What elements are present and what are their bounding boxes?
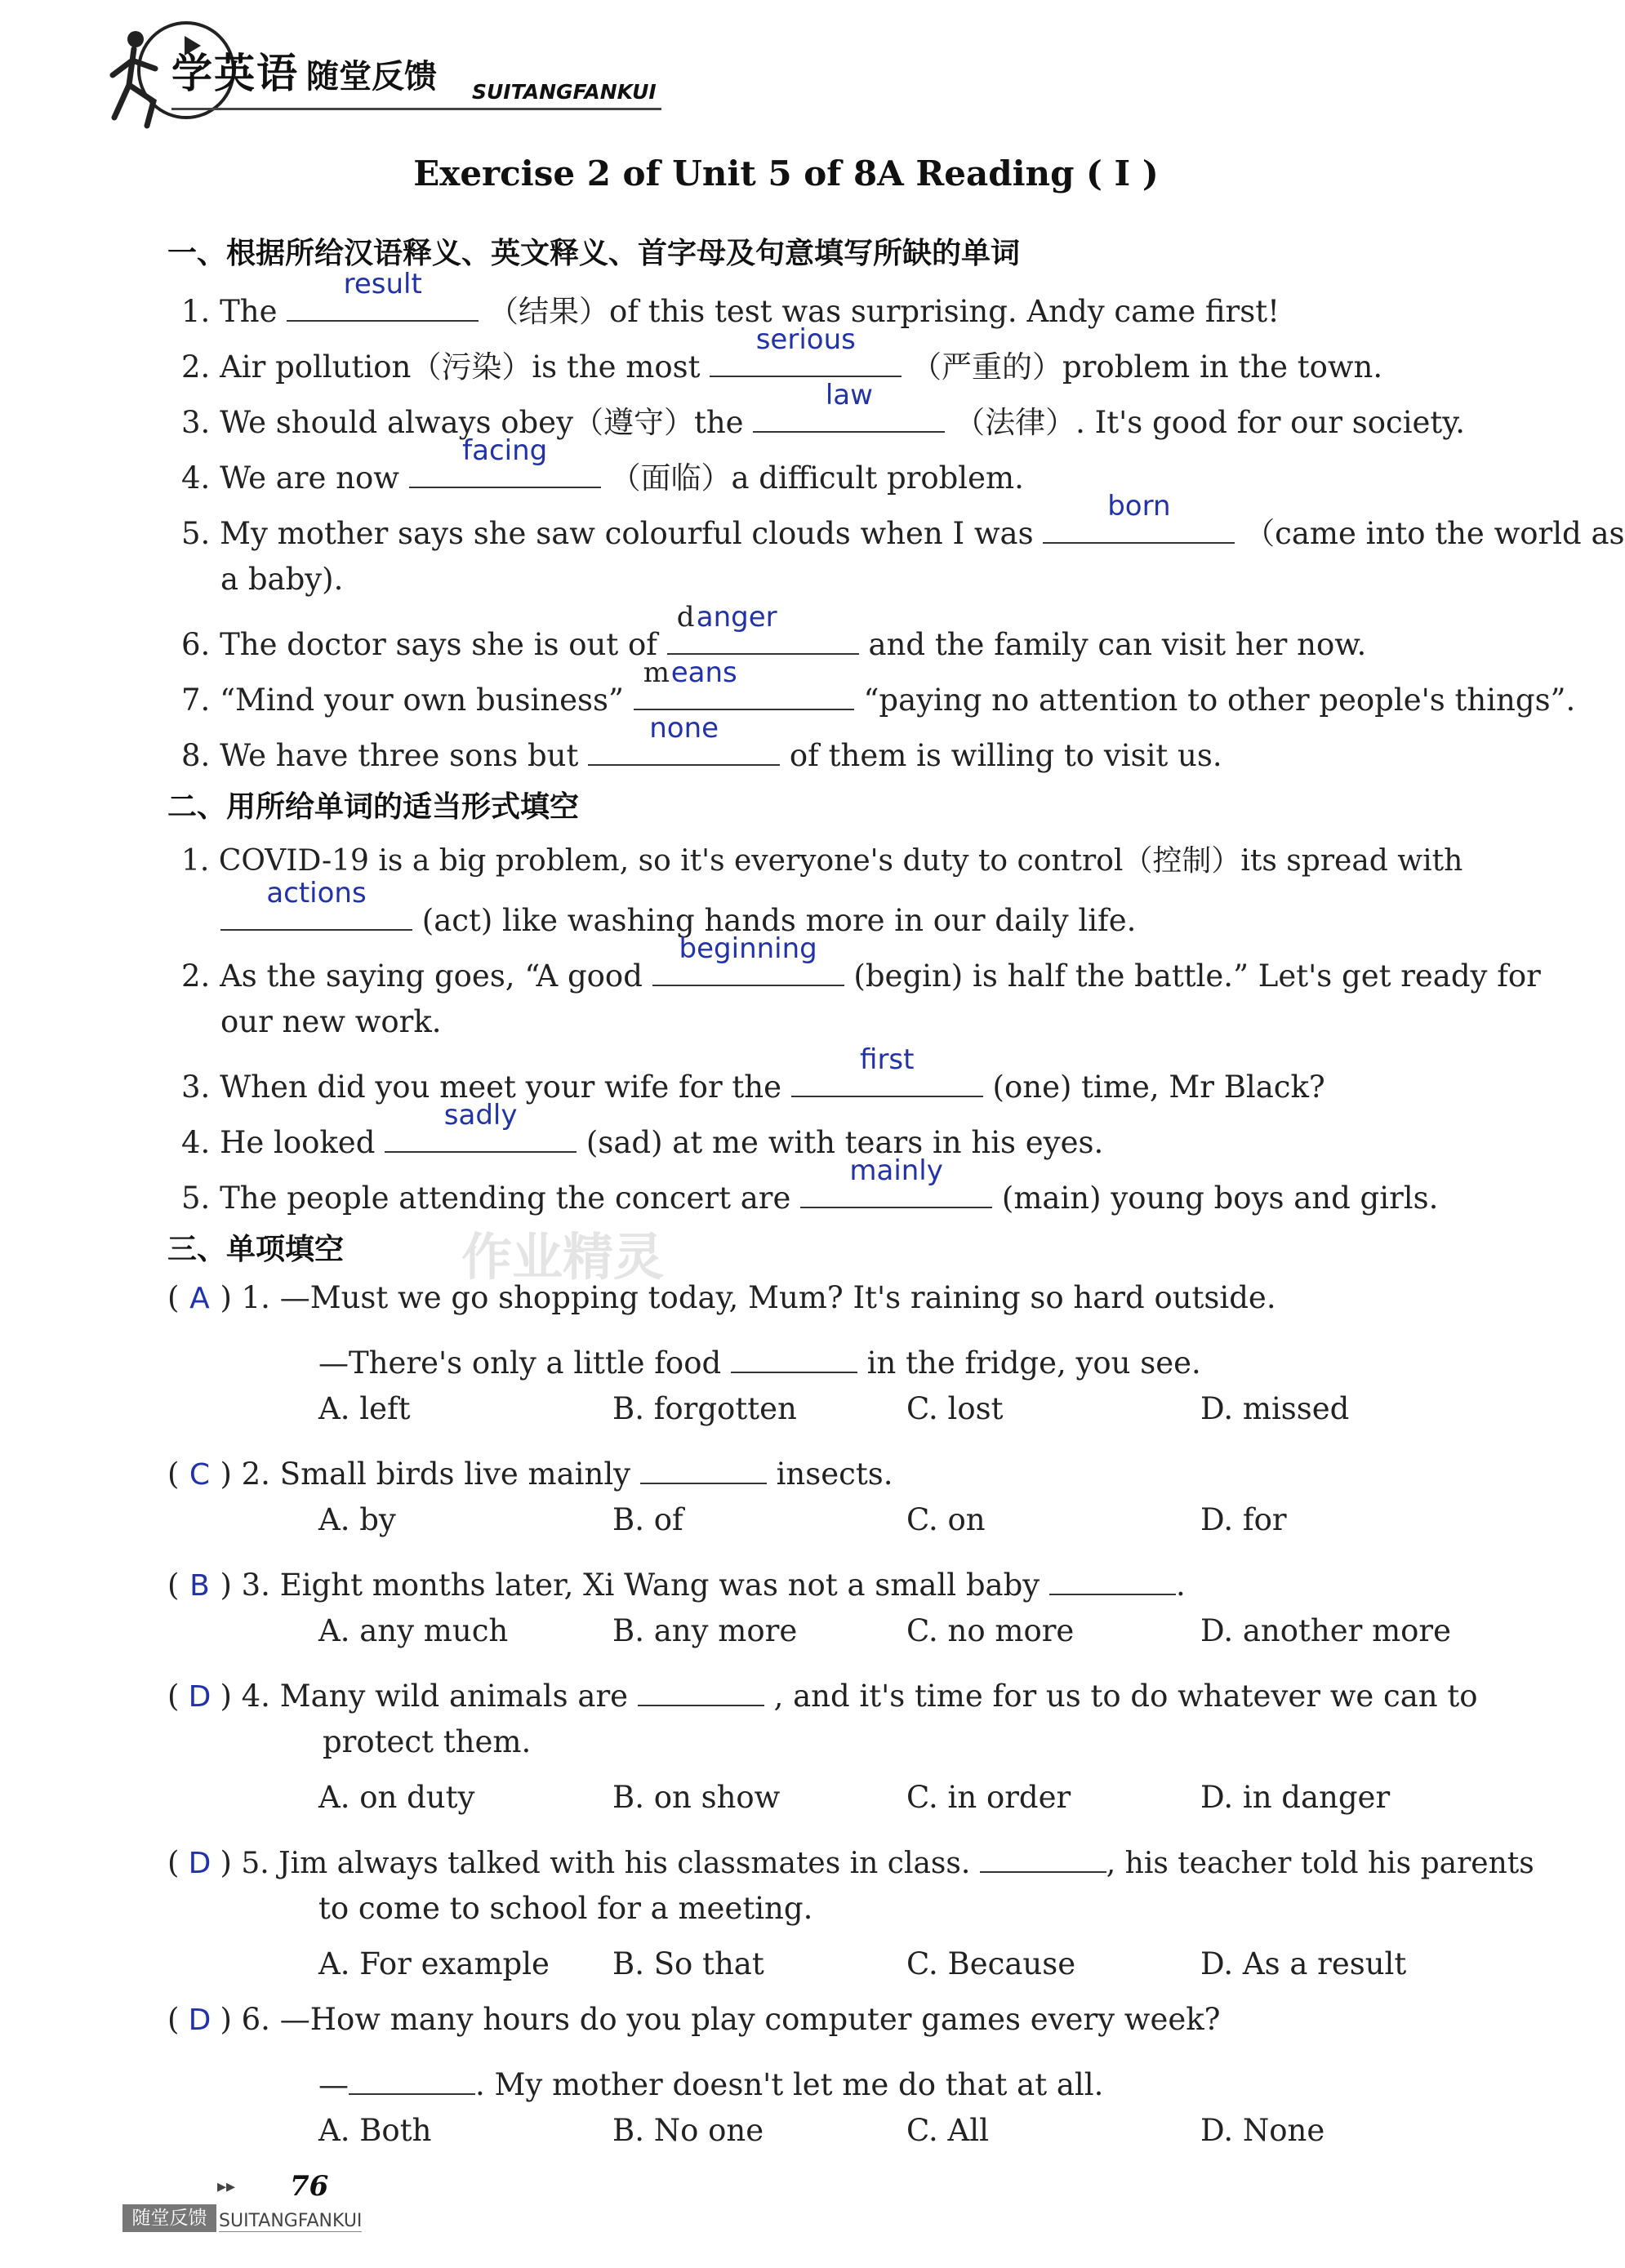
answer-blank[interactable] (640, 1447, 767, 1484)
answer-blank[interactable] (349, 2057, 475, 2095)
item-text: , and it's time for us to do whatever we can to (773, 1679, 1478, 1714)
item-text: “paying no attention to other people's things”. (863, 683, 1576, 718)
item-text: (one) time, Mr Black? (992, 1070, 1325, 1105)
option-a[interactable]: A. Both (318, 2113, 432, 2148)
item-text: When did you meet your wife for the (220, 1070, 781, 1105)
option-b[interactable]: B. any more (612, 1613, 798, 1648)
mc-answer[interactable]: D (188, 2003, 211, 2037)
mc-answer[interactable]: B (189, 1569, 210, 1603)
s1-item-3 (181, 379, 1466, 442)
item-text: （面临）a difficult problem. (610, 460, 1024, 496)
item-number: 6. (241, 2002, 270, 2037)
answer-text: eans (670, 656, 737, 689)
item-text: （法律）. It's good for our society. (955, 405, 1466, 440)
option-b[interactable]: B. No one (612, 2113, 764, 2148)
answer-blank[interactable] (652, 932, 844, 986)
header-rule (171, 108, 661, 110)
page-title: Exercise 2 of Unit 5 of 8A Reading ( Ⅰ ) (413, 153, 1159, 193)
item-text: . My mother doesn't let me do that at all. (475, 2067, 1104, 2102)
item-text: （came into the world as (1244, 516, 1625, 551)
answer-blank[interactable] (588, 712, 780, 766)
item-text: Eight months later, Xi Wang was not a small baby (279, 1568, 1040, 1603)
item-text: （严重的）problem in the town. (911, 349, 1383, 385)
mc-answer[interactable]: D (188, 1680, 211, 1714)
answer-blank[interactable] (385, 1099, 577, 1153)
option-c[interactable]: C. All (906, 2113, 989, 2148)
item-number: 4. (181, 1125, 211, 1160)
mc-question-5-line2: to come to school for a meeting. (318, 1891, 813, 1926)
item-text: He looked (220, 1125, 376, 1160)
answer-blank[interactable] (638, 1669, 764, 1706)
option-b[interactable]: B. forgotten (612, 1391, 797, 1426)
section2-heading: 二、用所给单词的适当形式填空 (167, 790, 580, 824)
item-number: 4. (181, 460, 211, 496)
item-number: 7. (181, 683, 211, 718)
option-b[interactable]: B. of (612, 1502, 683, 1537)
s1-item-7 (181, 656, 1576, 718)
answer-text: anger (696, 601, 777, 634)
item-text: Small birds live mainly (279, 1456, 631, 1492)
option-a[interactable]: A. left (318, 1391, 411, 1426)
mc-question-2: ( C ) 2. Small birds live mainly insects. (167, 1447, 893, 1492)
answer-blank[interactable] (409, 434, 601, 488)
initial-letter: d (676, 601, 695, 634)
s2-item-5 (181, 1154, 1439, 1216)
item-text: The (220, 294, 278, 329)
page-number: 76 (290, 2170, 329, 2203)
item-number: 3. (181, 1070, 211, 1105)
answer-text: sadly (443, 1099, 518, 1132)
item-text: of them is willing to visit us. (789, 738, 1222, 773)
option-c[interactable]: C. Because (906, 1946, 1076, 1981)
answer-blank[interactable] (753, 379, 945, 433)
option-d[interactable]: D. in danger (1200, 1780, 1391, 1815)
option-b[interactable]: B. So that (612, 1946, 764, 1981)
option-a[interactable]: A. any much (318, 1613, 509, 1648)
answer-blank[interactable] (731, 1336, 857, 1373)
item-number: 5. (181, 516, 211, 551)
item-text: Many wild animals are (279, 1679, 629, 1714)
s1-item-6 (181, 601, 1367, 662)
s2-item-4 (181, 1099, 1104, 1160)
answer-text: first (860, 1043, 915, 1076)
item-number: 8. (181, 738, 211, 773)
answer-blank[interactable] (667, 601, 859, 655)
item-number: 1. (181, 294, 211, 329)
answer-text: facing (462, 434, 548, 467)
double-arrow-icon: ▸▸ (217, 2177, 236, 2197)
item-number: 2. (241, 1456, 270, 1492)
mc-question-3: ( B ) 3. Eight months later, Xi Wang was not a small baby . (167, 1558, 1186, 1603)
item-text: The people attending the concert are (220, 1181, 791, 1216)
option-a[interactable]: A. on duty (318, 1780, 475, 1815)
mc-question-6: ( D ) 6. —How many hours do you play computer games every week? (167, 2002, 1221, 2037)
answer-blank[interactable] (980, 1835, 1106, 1873)
mc-question-1-line2 (318, 1336, 1201, 1381)
mc-answer[interactable]: D (188, 1847, 211, 1880)
mc-question-6-line2 (318, 2057, 1103, 2102)
footer-label-box: 随堂反馈 (122, 2204, 216, 2232)
s1-item-4 (181, 434, 1024, 497)
watermark-text: 作业精灵 (461, 1227, 665, 1287)
item-text: (begin) is half the battle.” Let's get ready for (853, 958, 1541, 994)
item-text: in the fridge, you see. (866, 1345, 1201, 1381)
answer-text: born (1107, 490, 1171, 523)
item-text: We are now (220, 460, 399, 496)
option-d[interactable]: D. missed (1200, 1391, 1350, 1426)
item-text: As the saying goes, “A good (220, 958, 643, 994)
answer-blank[interactable] (710, 323, 902, 377)
item-text: （结果）of this test was surprising. Andy came first! (488, 294, 1280, 329)
item-text: We should always obey（遵守）the (220, 405, 744, 440)
option-a[interactable]: A. by (318, 1502, 396, 1537)
option-d[interactable]: D. None (1200, 2113, 1325, 2148)
item-number: 2. (181, 958, 211, 994)
item-text: Air pollution（污染）is the most (220, 349, 701, 385)
s1-item-8 (181, 712, 1222, 773)
item-text: insects. (776, 1456, 893, 1492)
item-number: 1. (241, 1280, 270, 1315)
section1-heading: 一、根据所给汉语释义、英文释义、首字母及句意填写所缺的单词 (167, 237, 1021, 270)
item-number: 5. (181, 1181, 211, 1216)
item-text: Jim always talked with his classmates in class. (278, 1847, 971, 1880)
s1-item-5-cont: a baby). (220, 562, 344, 597)
logo-en-text: SUITANGFANKUI (472, 80, 657, 104)
item-text: —There's only a little food (318, 1345, 722, 1381)
answer-blank[interactable] (1049, 1558, 1176, 1595)
item-number: 3. (241, 1568, 270, 1603)
mc-question-5: ( D ) 5. Jim always talked with his classmates in class. , his teacher told his parents (167, 1835, 1534, 1880)
item-text: We have three sons but (220, 738, 579, 773)
answer-text: serious (755, 323, 856, 356)
s2-item-3 (181, 1043, 1325, 1105)
item-text: and the family can visit her now. (868, 627, 1367, 662)
s2-item-2-cont: our new work. (220, 1004, 442, 1039)
mc-answer[interactable]: A (189, 1282, 210, 1315)
answer-blank[interactable] (634, 656, 854, 710)
answer-text: law (825, 379, 873, 411)
item-number: 3. (181, 405, 211, 440)
s2-item-1 (181, 838, 1462, 879)
item-text: —How many hours do you play computer games every week? (279, 2002, 1221, 2037)
answer-blank[interactable] (287, 268, 479, 322)
logo-sub-text: 随堂反馈 (306, 58, 437, 96)
item-number: 6. (181, 627, 211, 662)
item-text: —Must we go shopping today, Mum? It's raining so hard outside. (279, 1280, 1276, 1315)
answer-blank[interactable] (220, 877, 412, 931)
item-number: 5. (241, 1847, 269, 1880)
mc-question-1: ( A ) 1. —Must we go shopping today, Mum? It's raining so hard outside. (167, 1280, 1276, 1315)
section3-heading: 三、单项填空 (167, 1233, 345, 1266)
option-c[interactable]: C. in order (906, 1780, 1071, 1815)
s2-item-2 (181, 932, 1541, 994)
answer-blank[interactable] (791, 1043, 983, 1097)
option-a[interactable]: A. For example (318, 1946, 550, 1981)
footer-label-en: SUITANGFANKUI (219, 2211, 363, 2231)
answer-text: result (343, 268, 422, 300)
s1-item-5 (181, 490, 1625, 553)
item-text: “Mind your own business” (220, 683, 624, 718)
option-c[interactable]: C. on (906, 1502, 986, 1537)
option-c[interactable]: C. no more (906, 1613, 1075, 1648)
item-text: The doctor says she is out of (220, 627, 657, 662)
item-text: — (318, 2067, 349, 2102)
answer-text: none (649, 712, 719, 745)
answer-text: beginning (679, 932, 817, 965)
item-text: (act) like washing hands more in our daily life. (421, 903, 1137, 938)
mc-question-4: ( D ) 4. Many wild animals are , and it's time for us to do whatever we can to (167, 1669, 1478, 1714)
option-c[interactable]: C. lost (906, 1391, 1004, 1426)
option-b[interactable]: B. on show (612, 1780, 781, 1815)
item-text: COVID-19 is a big problem, so it's everyone's duty to control（控制）its spread with (218, 844, 1463, 878)
item-text: My mother says she saw colourful clouds when I was (220, 516, 1034, 551)
answer-blank[interactable] (1043, 490, 1235, 544)
option-d[interactable]: D. for (1200, 1502, 1287, 1537)
option-d[interactable]: D. As a result (1200, 1946, 1407, 1981)
s2-item-1-cont (220, 877, 1137, 938)
answer-text: mainly (849, 1154, 943, 1187)
mc-answer[interactable]: C (189, 1458, 210, 1492)
mc-question-4-line2: protect them. (323, 1724, 532, 1759)
item-text: (sad) at me with tears in his eyes. (585, 1125, 1104, 1160)
item-number: 2. (181, 349, 211, 385)
logo-main-text: 学英语 (171, 50, 299, 97)
item-text: (main) young boys and girls. (1001, 1181, 1439, 1216)
option-d[interactable]: D. another more (1200, 1613, 1452, 1648)
item-number: 1. (181, 844, 210, 878)
item-number: 4. (241, 1679, 270, 1714)
answer-text: actions (266, 877, 367, 909)
item-text: , his teacher told his parents (1106, 1847, 1534, 1880)
initial-letter: m (643, 656, 670, 689)
answer-blank[interactable] (800, 1154, 992, 1208)
item-text: . (1175, 1568, 1186, 1603)
